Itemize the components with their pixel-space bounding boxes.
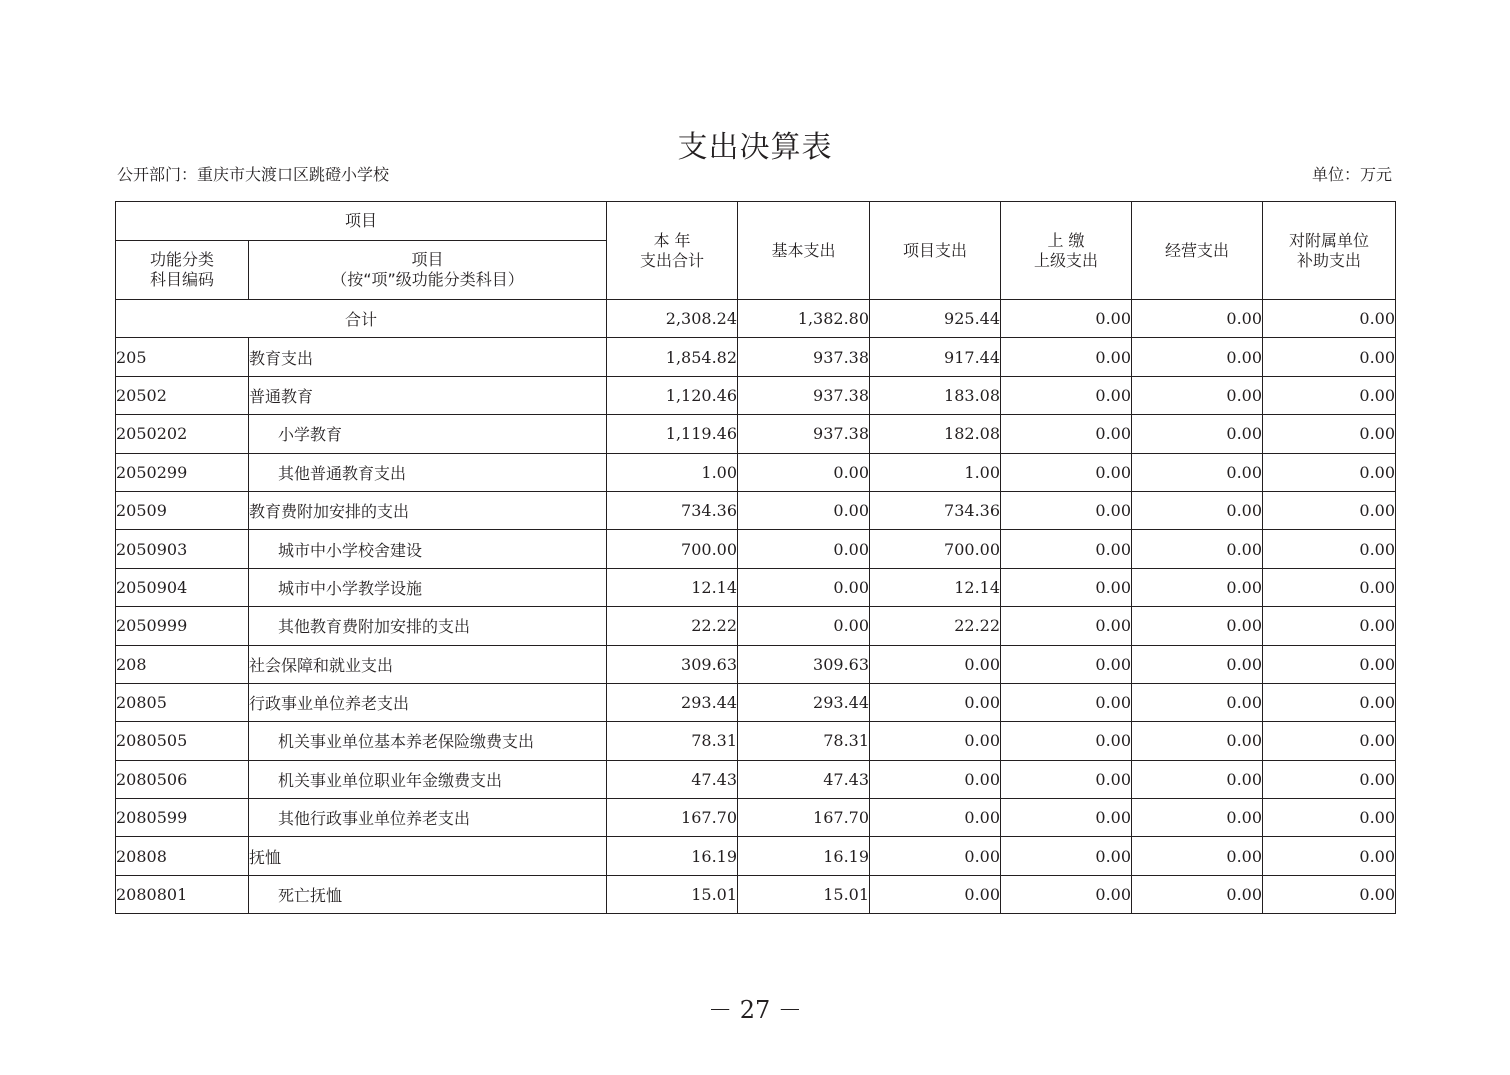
upper-remit-cell: 0.00 [1001, 760, 1132, 798]
subsidy-expense-cell: 0.00 [1263, 760, 1396, 798]
subsidy-expense-cell: 0.00 [1263, 722, 1396, 760]
total-expense-cell: 309.63 [607, 645, 738, 683]
subject-code-cell: 2050202 [116, 415, 249, 453]
subsidy-expense-cell: 0.00 [1263, 799, 1396, 837]
business-expense-cell: 0.00 [1132, 607, 1263, 645]
subsidy-expense-cell: 0.00 [1263, 683, 1396, 721]
subject-code-cell: 20808 [116, 837, 249, 875]
total-label: 合计 [116, 300, 607, 338]
unit-label: 单位：万元 [1311, 165, 1392, 184]
business-expense-cell: 0.00 [1132, 530, 1263, 568]
basic-expense-cell: 167.70 [738, 799, 870, 837]
subject-code-cell: 2050903 [116, 530, 249, 568]
business-expense-cell: 0.00 [1132, 415, 1263, 453]
subject-code-cell: 2080506 [116, 760, 249, 798]
total-value: 2,308.24 [607, 300, 738, 338]
subject-name-cell: 普通教育 [249, 376, 607, 414]
project-expense-cell: 734.36 [870, 491, 1001, 529]
project-expense-cell: 0.00 [870, 645, 1001, 683]
total-value: 925.44 [870, 300, 1001, 338]
table-row [116, 376, 1396, 414]
table-row [116, 760, 1396, 798]
upper-remit-cell: 0.00 [1001, 453, 1132, 491]
project-expense-cell: 12.14 [870, 568, 1001, 606]
subject-code-cell: 20502 [116, 376, 249, 414]
subject-code-cell: 20805 [116, 683, 249, 721]
header-name-line1: 项目 [411, 250, 444, 269]
header-project-group: 项目 [116, 202, 607, 241]
header-upper-line2: 上级支出 [1034, 250, 1099, 270]
business-expense-cell: 0.00 [1132, 683, 1263, 721]
subject-name-cell: 小学教育 [249, 415, 607, 453]
total-expense-cell: 1,119.46 [607, 415, 738, 453]
header-total [607, 202, 738, 300]
total-expense-cell: 15.01 [607, 875, 738, 913]
business-expense-cell: 0.00 [1132, 568, 1263, 606]
basic-expense-cell: 16.19 [738, 837, 870, 875]
table-row [116, 415, 1396, 453]
subject-name-cell: 教育支出 [249, 338, 607, 376]
total-expense-cell: 47.43 [607, 760, 738, 798]
project-expense-cell: 0.00 [870, 837, 1001, 875]
basic-expense-cell: 0.00 [738, 530, 870, 568]
header-subsidy-line2: 补助支出 [1297, 250, 1362, 270]
upper-remit-cell: 0.00 [1001, 837, 1132, 875]
basic-expense-cell: 309.63 [738, 645, 870, 683]
subject-code-cell: 20509 [116, 491, 249, 529]
business-expense-cell: 0.00 [1132, 760, 1263, 798]
business-expense-cell: 0.00 [1132, 453, 1263, 491]
subsidy-expense-cell: 0.00 [1263, 837, 1396, 875]
basic-expense-cell: 47.43 [738, 760, 870, 798]
basic-expense-cell: 937.38 [738, 376, 870, 414]
expenditure-table [115, 201, 1396, 914]
basic-expense-cell: 0.00 [738, 453, 870, 491]
subsidy-expense-cell: 0.00 [1263, 491, 1396, 529]
subject-code-cell: 2050904 [116, 568, 249, 606]
total-expense-cell: 22.22 [607, 607, 738, 645]
upper-remit-cell: 0.00 [1001, 645, 1132, 683]
subject-name-cell: 社会保障和就业支出 [249, 645, 607, 683]
project-expense-cell: 0.00 [870, 875, 1001, 913]
subject-name-cell: 机关事业单位基本养老保险缴费支出 [249, 722, 607, 760]
upper-remit-cell: 0.00 [1001, 376, 1132, 414]
header-total-line1: 本 年 [653, 230, 691, 250]
subsidy-expense-cell: 0.00 [1263, 645, 1396, 683]
project-expense-cell: 182.08 [870, 415, 1001, 453]
upper-remit-cell: 0.00 [1001, 568, 1132, 606]
total-expense-cell: 12.14 [607, 568, 738, 606]
subject-name-cell: 行政事业单位养老支出 [249, 683, 607, 721]
subject-code-cell: 208 [116, 645, 249, 683]
subject-code-cell: 2050999 [116, 607, 249, 645]
page-number: － 27 － [708, 996, 802, 1024]
subsidy-expense-cell: 0.00 [1263, 338, 1396, 376]
subsidy-expense-cell: 0.00 [1263, 453, 1396, 491]
total-expense-cell: 1,120.46 [607, 376, 738, 414]
header-name [249, 241, 607, 300]
business-expense-cell: 0.00 [1132, 799, 1263, 837]
header-name-line2: （按“项”级功能分类科目） [331, 270, 524, 289]
total-value: 0.00 [1132, 300, 1263, 338]
table-row [116, 875, 1396, 913]
total-expense-cell: 293.44 [607, 683, 738, 721]
table-row [116, 530, 1396, 568]
table-row [116, 568, 1396, 606]
subject-code-cell: 2080801 [116, 875, 249, 913]
basic-expense-cell: 937.38 [738, 415, 870, 453]
project-expense-cell: 1.00 [870, 453, 1001, 491]
basic-expense-cell: 0.00 [738, 491, 870, 529]
project-expense-cell: 0.00 [870, 799, 1001, 837]
basic-expense-cell: 0.00 [738, 568, 870, 606]
subsidy-expense-cell: 0.00 [1263, 875, 1396, 913]
basic-expense-cell: 293.44 [738, 683, 870, 721]
subsidy-expense-cell: 0.00 [1263, 568, 1396, 606]
project-expense-cell: 0.00 [870, 683, 1001, 721]
table-row [116, 722, 1396, 760]
subject-name-cell: 城市中小学校舍建设 [249, 530, 607, 568]
basic-expense-cell: 0.00 [738, 607, 870, 645]
business-expense-cell: 0.00 [1132, 338, 1263, 376]
total-value: 0.00 [1001, 300, 1132, 338]
table-row [116, 683, 1396, 721]
upper-remit-cell: 0.00 [1001, 875, 1132, 913]
page-title: 支出决算表 [677, 130, 833, 165]
table-row [116, 453, 1396, 491]
subject-name-cell: 其他教育费附加安排的支出 [249, 607, 607, 645]
header-code-line1: 功能分类 [149, 250, 214, 269]
upper-remit-cell: 0.00 [1001, 722, 1132, 760]
basic-expense-cell: 78.31 [738, 722, 870, 760]
subject-name-cell: 城市中小学教学设施 [249, 568, 607, 606]
subsidy-expense-cell: 0.00 [1263, 530, 1396, 568]
table-row [116, 338, 1396, 376]
subject-name-cell: 机关事业单位职业年金缴费支出 [249, 760, 607, 798]
subject-code-cell: 2080599 [116, 799, 249, 837]
subject-code-cell: 205 [116, 338, 249, 376]
project-expense-cell: 183.08 [870, 376, 1001, 414]
total-row [116, 300, 1396, 338]
header-business: 经营支出 [1132, 202, 1263, 300]
project-expense-cell: 22.22 [870, 607, 1001, 645]
total-expense-cell: 16.19 [607, 837, 738, 875]
subsidy-expense-cell: 0.00 [1263, 607, 1396, 645]
project-expense-cell: 917.44 [870, 338, 1001, 376]
table-header [116, 202, 1396, 300]
total-expense-cell: 734.36 [607, 491, 738, 529]
header-subsidy-line1: 对附属单位 [1289, 230, 1370, 250]
upper-remit-cell: 0.00 [1001, 530, 1132, 568]
upper-remit-cell: 0.00 [1001, 415, 1132, 453]
table-body [116, 300, 1396, 914]
total-value: 0.00 [1263, 300, 1396, 338]
subject-code-cell: 2080505 [116, 722, 249, 760]
basic-expense-cell: 15.01 [738, 875, 870, 913]
table-row [116, 645, 1396, 683]
upper-remit-cell: 0.00 [1001, 683, 1132, 721]
project-expense-cell: 700.00 [870, 530, 1001, 568]
subject-name-cell: 其他行政事业单位养老支出 [249, 799, 607, 837]
business-expense-cell: 0.00 [1132, 722, 1263, 760]
total-expense-cell: 1.00 [607, 453, 738, 491]
subsidy-expense-cell: 0.00 [1263, 415, 1396, 453]
upper-remit-cell: 0.00 [1001, 799, 1132, 837]
header-code-line2: 科目编码 [149, 270, 214, 289]
upper-remit-cell: 0.00 [1001, 491, 1132, 529]
project-expense-cell: 0.00 [870, 760, 1001, 798]
business-expense-cell: 0.00 [1132, 645, 1263, 683]
department-label: 公开部门：重庆市大渡口区跳磴小学校 [117, 165, 390, 184]
header-upper-line1: 上 缴 [1047, 230, 1085, 250]
total-expense-cell: 700.00 [607, 530, 738, 568]
subject-name-cell: 其他普通教育支出 [249, 453, 607, 491]
header-upper [1001, 202, 1132, 300]
table-row [116, 491, 1396, 529]
business-expense-cell: 0.00 [1132, 491, 1263, 529]
business-expense-cell: 0.00 [1132, 837, 1263, 875]
basic-expense-cell: 937.38 [738, 338, 870, 376]
header-basic: 基本支出 [738, 202, 870, 300]
table-row [116, 799, 1396, 837]
header-code [116, 241, 249, 300]
business-expense-cell: 0.00 [1132, 875, 1263, 913]
total-expense-cell: 167.70 [607, 799, 738, 837]
subject-code-cell: 2050299 [116, 453, 249, 491]
total-value: 1,382.80 [738, 300, 870, 338]
table-row [116, 837, 1396, 875]
total-expense-cell: 78.31 [607, 722, 738, 760]
header-project: 项目支出 [870, 202, 1001, 300]
total-expense-cell: 1,854.82 [607, 338, 738, 376]
subject-name-cell: 教育费附加安排的支出 [249, 491, 607, 529]
business-expense-cell: 0.00 [1132, 376, 1263, 414]
header-total-line2: 支出合计 [640, 250, 705, 270]
subsidy-expense-cell: 0.00 [1263, 376, 1396, 414]
table-row [116, 607, 1396, 645]
header-subsidy [1263, 202, 1396, 300]
project-expense-cell: 0.00 [870, 722, 1001, 760]
upper-remit-cell: 0.00 [1001, 607, 1132, 645]
subject-name-cell: 死亡抚恤 [249, 875, 607, 913]
subject-name-cell: 抚恤 [249, 837, 607, 875]
upper-remit-cell: 0.00 [1001, 338, 1132, 376]
